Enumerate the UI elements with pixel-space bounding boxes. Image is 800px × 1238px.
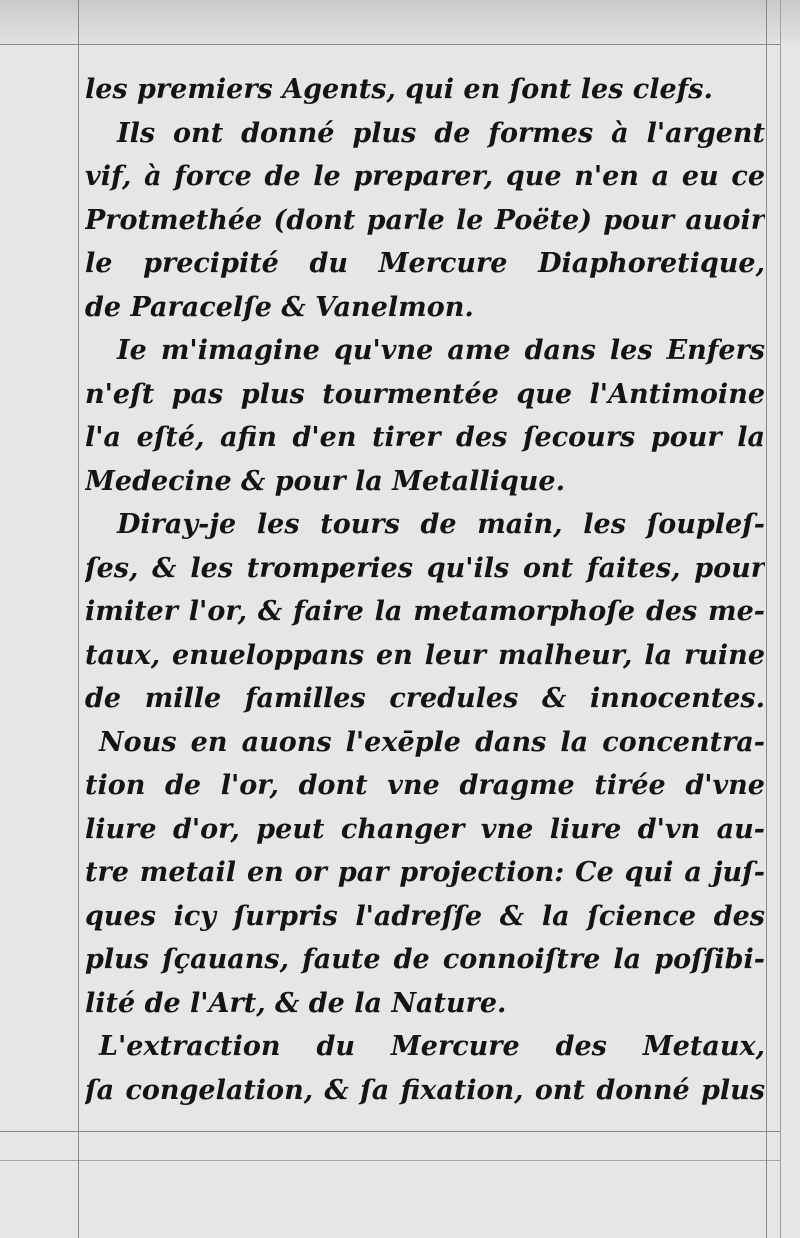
- text-line: tre metail en or par projection: Ce qui a juſ-: [85, 857, 765, 888]
- bottom-rule-line: [0, 1131, 780, 1132]
- lower-rule-line: [0, 1160, 780, 1161]
- text-line: Medecine & pour la Metallique.: [85, 465, 565, 497]
- right-rule-line: [766, 0, 767, 1238]
- outer-right-rule-line: [780, 0, 781, 1238]
- text-line: taux, enueloppans en leur malheur, la ruine: [85, 639, 765, 671]
- page-text: [85, 68, 765, 1112]
- text-line: ſes, & les tromperies qu'ils ont faites, pour: [85, 552, 765, 584]
- text-line: vif, à force de le preparer, que n'en a eu ce: [85, 161, 765, 192]
- text-line: de Paracelſe & Vanelmon.: [85, 291, 474, 323]
- text-line: les premiers Agents, qui en ſont les clefs.: [85, 74, 713, 105]
- text-line: Diray-je les tours de main, les ſoupleſ-: [117, 509, 765, 540]
- text-line: ſa congelation, & ſa fixation, ont donné plus: [85, 1074, 765, 1106]
- text-line: Ils ont donné plus de formes à l'argent: [117, 117, 765, 149]
- text-line: L'extraction du Mercure des Metaux,: [99, 1031, 765, 1062]
- text-line: le precipité du Mercure Diaphoretique,: [85, 248, 765, 279]
- text-line: Ie m'imagine qu'vne ame dans les Enfers: [117, 335, 765, 366]
- text-line: tion de l'or, dont vne dragme tirée d'vne: [85, 770, 765, 801]
- text-line: plus ſçauans, faute de connoiſtre la poſſibi-: [85, 944, 765, 975]
- text-line: n'eſt pas plus tourmentée que l'Antimoine: [85, 378, 765, 410]
- text-line: Nous en auons l'exēple dans la concentra-: [99, 726, 765, 758]
- top-rule-line: [0, 44, 780, 45]
- text-line: imiter l'or, & faire la metamorphoſe des me-: [85, 596, 765, 627]
- text-line: liure d'or, peut changer vne liure d'vn au-: [85, 813, 765, 845]
- left-rule-line: [78, 0, 79, 1238]
- page-top-margin: [0, 0, 800, 44]
- text-line: Protmethée (dont parle le Poëte) pour auoir: [85, 204, 765, 236]
- text-line: l'a eſté, afin d'en tirer des ſecours pour la: [85, 422, 765, 453]
- text-line: ques icy ſurpris l'adreſſe & la ſcience des: [85, 900, 765, 932]
- text-line: de mille familles credules & innocentes.: [85, 683, 765, 714]
- text-line: lité de l'Art, & de la Nature.: [85, 987, 507, 1019]
